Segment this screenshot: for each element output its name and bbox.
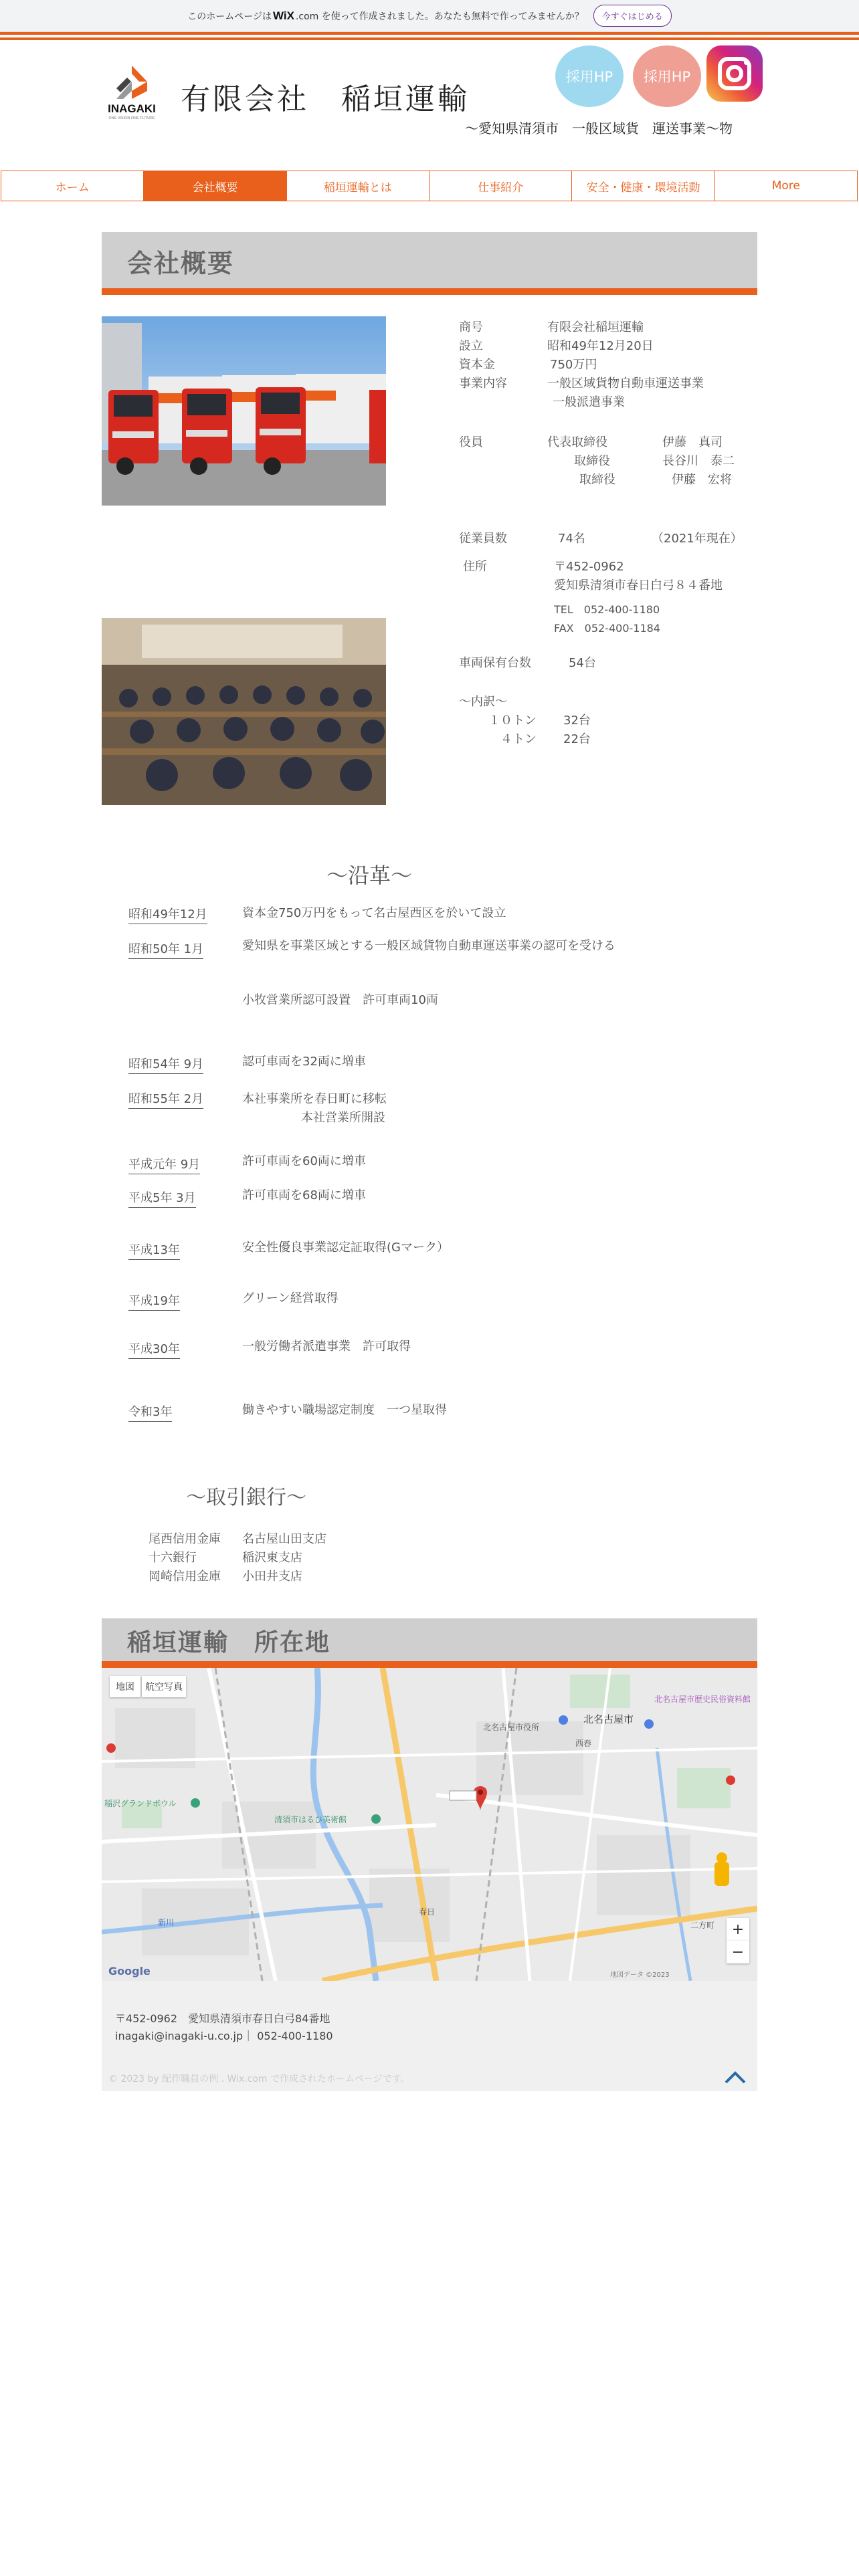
info-value-4: 一般派遣事業 <box>553 395 625 409</box>
nav-about[interactable]: 稲垣運輸とは <box>286 171 430 201</box>
history-text: 愛知県を事業区域とする一般区域貨物自動車運送事業の認可を受ける <box>242 939 615 953</box>
bank-name: 十六銀行 <box>149 1551 197 1565</box>
history-text: 働きやすい職場認定制度 一つ星取得 <box>242 1403 447 1417</box>
history-text: 一般労働者派遣事業 許可取得 <box>242 1339 411 1354</box>
header-accent-line <box>0 32 859 35</box>
bank-name: 尾西信用金庫 <box>149 1532 221 1546</box>
info-label-1: 設立 <box>459 339 483 353</box>
info-label-2: 資本金 <box>459 358 495 372</box>
history-text: 安全性優良事業認定証取得(Gマーク） <box>242 1241 449 1255</box>
map-label: 北名古屋市 <box>583 1713 634 1725</box>
breakdown-type-0: １０トン <box>488 714 537 728</box>
map-label: 稲沢グランドボウル <box>104 1799 177 1808</box>
history-date: 平成5年 3月 <box>128 1188 196 1208</box>
history-date: 昭和55年 2月 <box>128 1089 203 1109</box>
bank-branch: 名古屋山田支店 <box>242 1532 326 1546</box>
map-terms[interactable]: 地図データ ©2023 <box>610 1971 670 1979</box>
trucks-photo <box>102 316 386 506</box>
history-text: 本社事業所を春日町に移転 <box>242 1092 387 1106</box>
info-label-3: 事業内容 <box>459 377 507 391</box>
company-name: 有限会社 稲垣運輸 <box>181 82 470 116</box>
address-label: 住所 <box>463 560 487 574</box>
history-date: 令和3年 <box>128 1402 172 1422</box>
map-label: 春日 <box>419 1907 436 1917</box>
google-map[interactable] <box>102 1668 757 1981</box>
location-heading <box>102 1618 757 1661</box>
map-type-map-button[interactable]: 地図 <box>110 1676 140 1697</box>
header-accent-line-2 <box>0 37 859 40</box>
history-text: 小牧営業所認可設置 許可車両10両 <box>242 993 438 1007</box>
history-date: 昭和50年 1月 <box>128 940 203 959</box>
employees-note: （2021年現在） <box>652 532 743 546</box>
vehicles-label: 車両保有台数 <box>459 656 531 670</box>
map-label: 二方町 <box>690 1921 715 1930</box>
info-value-1: 昭和49年12月20日 <box>547 339 654 353</box>
history-text: グリーン経営取得 <box>242 1291 339 1305</box>
bank-name: 岡崎信用金庫 <box>149 1570 221 1584</box>
overview-heading-text: 会社概要 <box>127 249 235 278</box>
nav-home[interactable]: ホーム <box>1 171 144 201</box>
map-type-satellite-button[interactable]: 航空写真 <box>142 1676 186 1697</box>
overview-heading <box>102 232 757 288</box>
officers-label: 役員 <box>459 435 483 449</box>
map-label: 新川 <box>158 1918 175 1927</box>
officer-role-2: 取締役 <box>579 473 615 487</box>
map-label: 清須市はるひ美術館 <box>274 1815 347 1824</box>
breakdown-label: 〜内訳〜 <box>459 695 507 709</box>
nav-more[interactable]: More <box>714 171 858 201</box>
tagline: 〜愛知県清須市 一般区域貨 運送事業〜物 <box>465 120 733 136</box>
google-logo: Google <box>108 1965 151 1977</box>
bank-branch: 小田井支店 <box>242 1570 302 1584</box>
address: 愛知県清須市春日白弓８４番地 <box>554 578 723 593</box>
fax: FAX 052-400-1184 <box>554 622 660 635</box>
footer-contact[interactable]: inagaki@inagaki-u.co.jp｜ 052-400-1180 <box>115 2030 333 2042</box>
history-text: 認可車両を32両に増車 <box>242 1055 366 1069</box>
svg-text:ONE VISION ONE FUTURE: ONE VISION ONE FUTURE <box>108 116 155 120</box>
postal-code: 〒452-0962 <box>554 560 624 574</box>
history-text: 本社営業所開設 <box>301 1111 385 1125</box>
nav-company-overview[interactable]: 会社概要 <box>143 171 286 201</box>
footer-address: 〒452-0962 愛知県清須市春日白弓84番地 <box>115 2012 330 2025</box>
info-value-3: 一般区域貨物自動車運送事業 <box>547 377 704 391</box>
svg-text:INAGAKI: INAGAKI <box>108 102 156 115</box>
history-date: 昭和54年 9月 <box>128 1055 203 1074</box>
employees-value: 74名 <box>558 532 585 546</box>
recruit-hp-button-2[interactable]: 採用HP <box>633 45 701 107</box>
breakdown-count-1: 22台 <box>563 732 591 746</box>
instagram-icon[interactable] <box>706 45 763 102</box>
map-label: 北名古屋市役所 <box>483 1723 540 1732</box>
history-text: 許可車両を68両に増車 <box>242 1188 366 1202</box>
nav-work[interactable]: 仕事紹介 <box>429 171 572 201</box>
recruit-hp-button-1[interactable]: 採用HP <box>555 45 624 107</box>
officer-role-1: 取締役 <box>574 454 610 468</box>
officer-name-0: 伊藤 真司 <box>662 435 723 449</box>
info-value-0: 有限会社稲垣運輸 <box>547 320 644 334</box>
zoom-out-button[interactable]: − <box>727 1941 749 1963</box>
breakdown-count-0: 32台 <box>563 714 591 728</box>
officer-role-0: 代表取締役 <box>547 435 607 449</box>
officer-name-1: 長谷川 泰二 <box>662 454 735 468</box>
history-date: 昭和49年12月 <box>128 905 207 924</box>
zoom-in-button[interactable]: + <box>727 1918 749 1941</box>
history-title: 〜沿革〜 <box>326 863 413 888</box>
history-text: 資本金750万円をもって名古屋西区を於いて設立 <box>242 906 506 920</box>
back-to-top-icon[interactable] <box>724 2069 747 2085</box>
banks-title: 〜取引銀行〜 <box>186 1486 306 1509</box>
history-date: 平成元年 9月 <box>128 1155 200 1174</box>
wix-logo: WiX <box>272 9 294 22</box>
vehicles-value: 54台 <box>569 656 596 670</box>
nav-safety[interactable]: 安全・健康・環境活動 <box>571 171 714 201</box>
company-logo[interactable] <box>100 62 163 122</box>
wix-banner <box>0 0 859 32</box>
bank-branch: 稲沢東支店 <box>242 1551 302 1565</box>
main-nav <box>1 171 858 201</box>
history-date: 平成19年 <box>128 1291 180 1311</box>
footer-copyright: © 2023 by 配作職員の例 . Wix.com で作成されたホームページです。 <box>108 2074 410 2084</box>
wix-banner-message: このホームページは WiX .com を使って作成されました。あなたも無料で作ってみませんか？ <box>187 9 584 22</box>
officer-name-2: 伊藤 宏将 <box>672 473 732 487</box>
footer <box>102 1981 757 2091</box>
tel: TEL 052-400-1180 <box>554 603 660 616</box>
map-label: 北名古屋市歴史民俗資料館 <box>654 1695 751 1704</box>
info-value-2: 750万円 <box>550 358 597 372</box>
employees-label: 従業員数 <box>459 532 507 546</box>
wix-start-button[interactable]: 今すぐはじめる <box>593 5 672 27</box>
history-date: 平成30年 <box>128 1339 180 1359</box>
info-label-0: 商号 <box>459 320 483 334</box>
location-heading-text: 稲垣運輸 所在地 <box>127 1629 331 1656</box>
map-label: 西春 <box>575 1739 592 1748</box>
history-text: 許可車両を60両に増車 <box>242 1154 366 1168</box>
history-date: 平成13年 <box>128 1241 180 1260</box>
meeting-photo <box>102 618 386 805</box>
breakdown-type-1: ４トン <box>500 732 537 746</box>
